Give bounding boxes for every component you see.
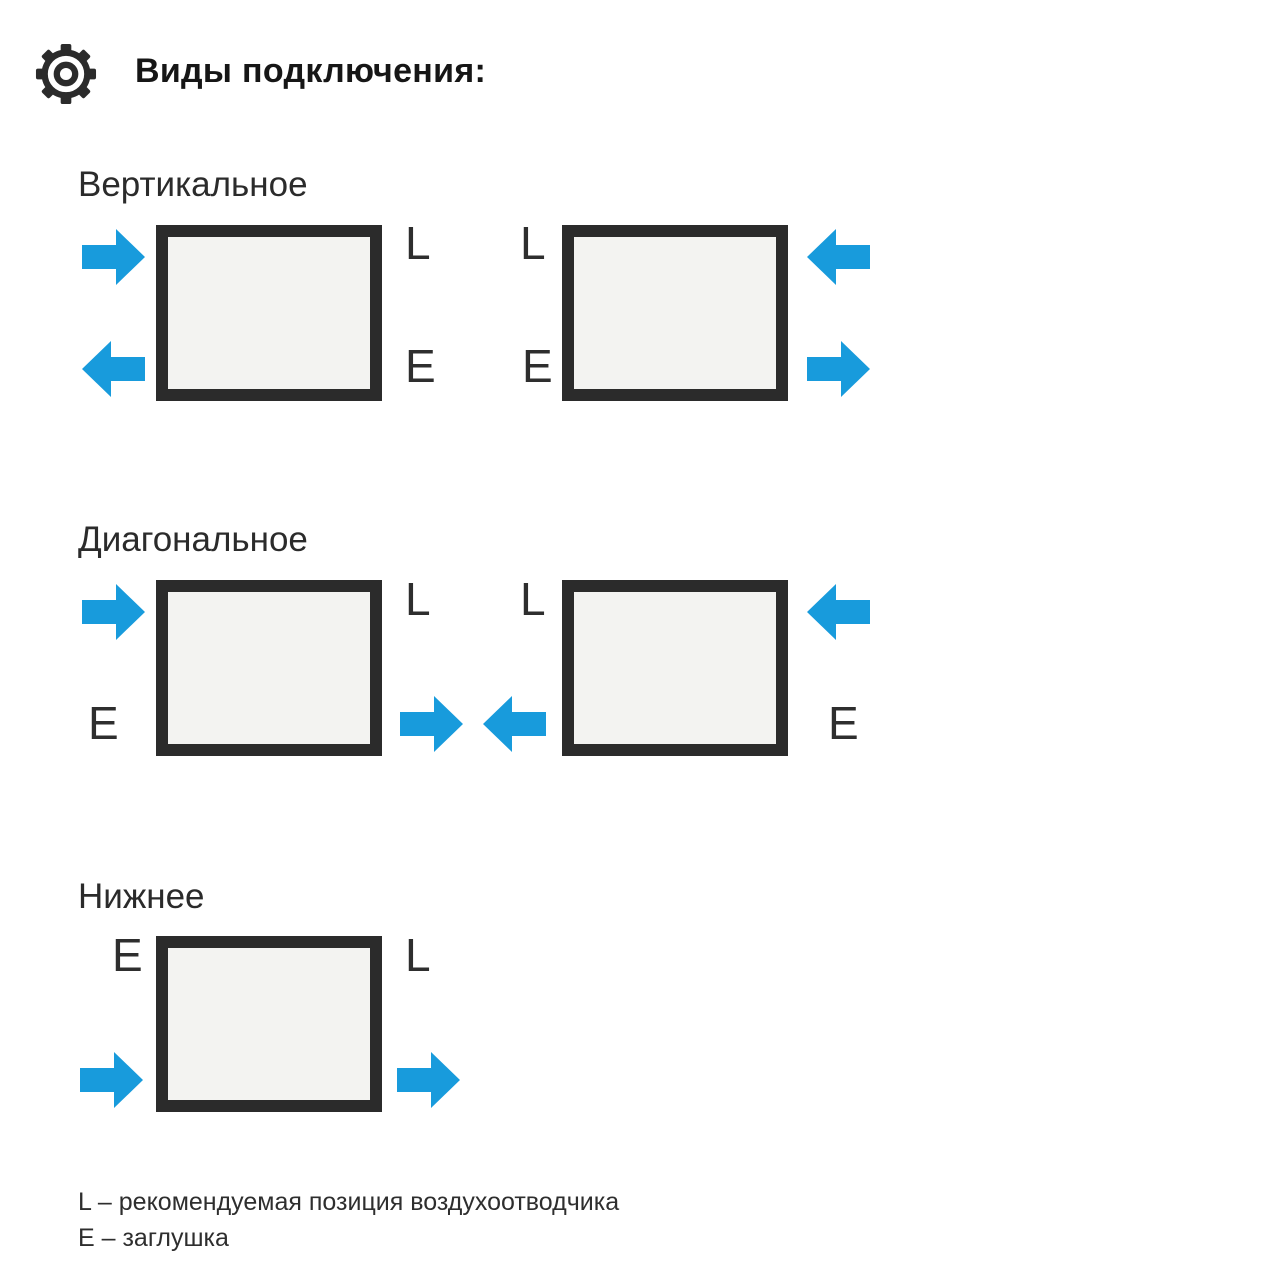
port-label-l: L xyxy=(405,929,431,981)
port-label-e: E xyxy=(522,340,553,392)
radiator-rect xyxy=(562,225,788,401)
radiator-rect xyxy=(156,580,382,756)
arrow-right-icon xyxy=(80,1052,143,1108)
arrow-left-icon xyxy=(82,341,145,397)
port-label-l: L xyxy=(520,217,546,269)
arrow-left-icon xyxy=(807,229,870,285)
port-label-e: E xyxy=(828,697,859,749)
port-label-e: E xyxy=(405,340,436,392)
section-title-vertical: Вертикальное xyxy=(78,165,308,204)
arrow-left-icon xyxy=(807,584,870,640)
page-title: Виды подключения: xyxy=(135,52,487,90)
arrow-right-icon xyxy=(82,584,145,640)
arrow-left-icon xyxy=(483,696,546,752)
section-title-bottom: Нижнее xyxy=(78,877,205,916)
arrow-right-icon xyxy=(82,229,145,285)
arrow-right-icon xyxy=(400,696,463,752)
section-title-diagonal: Диагональное xyxy=(78,520,308,559)
radiator-rect xyxy=(156,225,382,401)
port-label-e: E xyxy=(112,929,143,981)
radiator-rect xyxy=(156,936,382,1112)
legend-line-plug: E – заглушка xyxy=(78,1224,229,1252)
arrow-right-icon xyxy=(807,341,870,397)
port-label-e: E xyxy=(88,697,119,749)
legend-line-air-vent: L – рекомендуемая позиция воздухоотводчика xyxy=(78,1188,620,1216)
port-label-l: L xyxy=(405,217,431,269)
port-label-l: L xyxy=(520,573,546,625)
port-label-l: L xyxy=(405,573,431,625)
gear-icon xyxy=(35,43,97,105)
radiator-rect xyxy=(562,580,788,756)
arrow-right-icon xyxy=(397,1052,460,1108)
